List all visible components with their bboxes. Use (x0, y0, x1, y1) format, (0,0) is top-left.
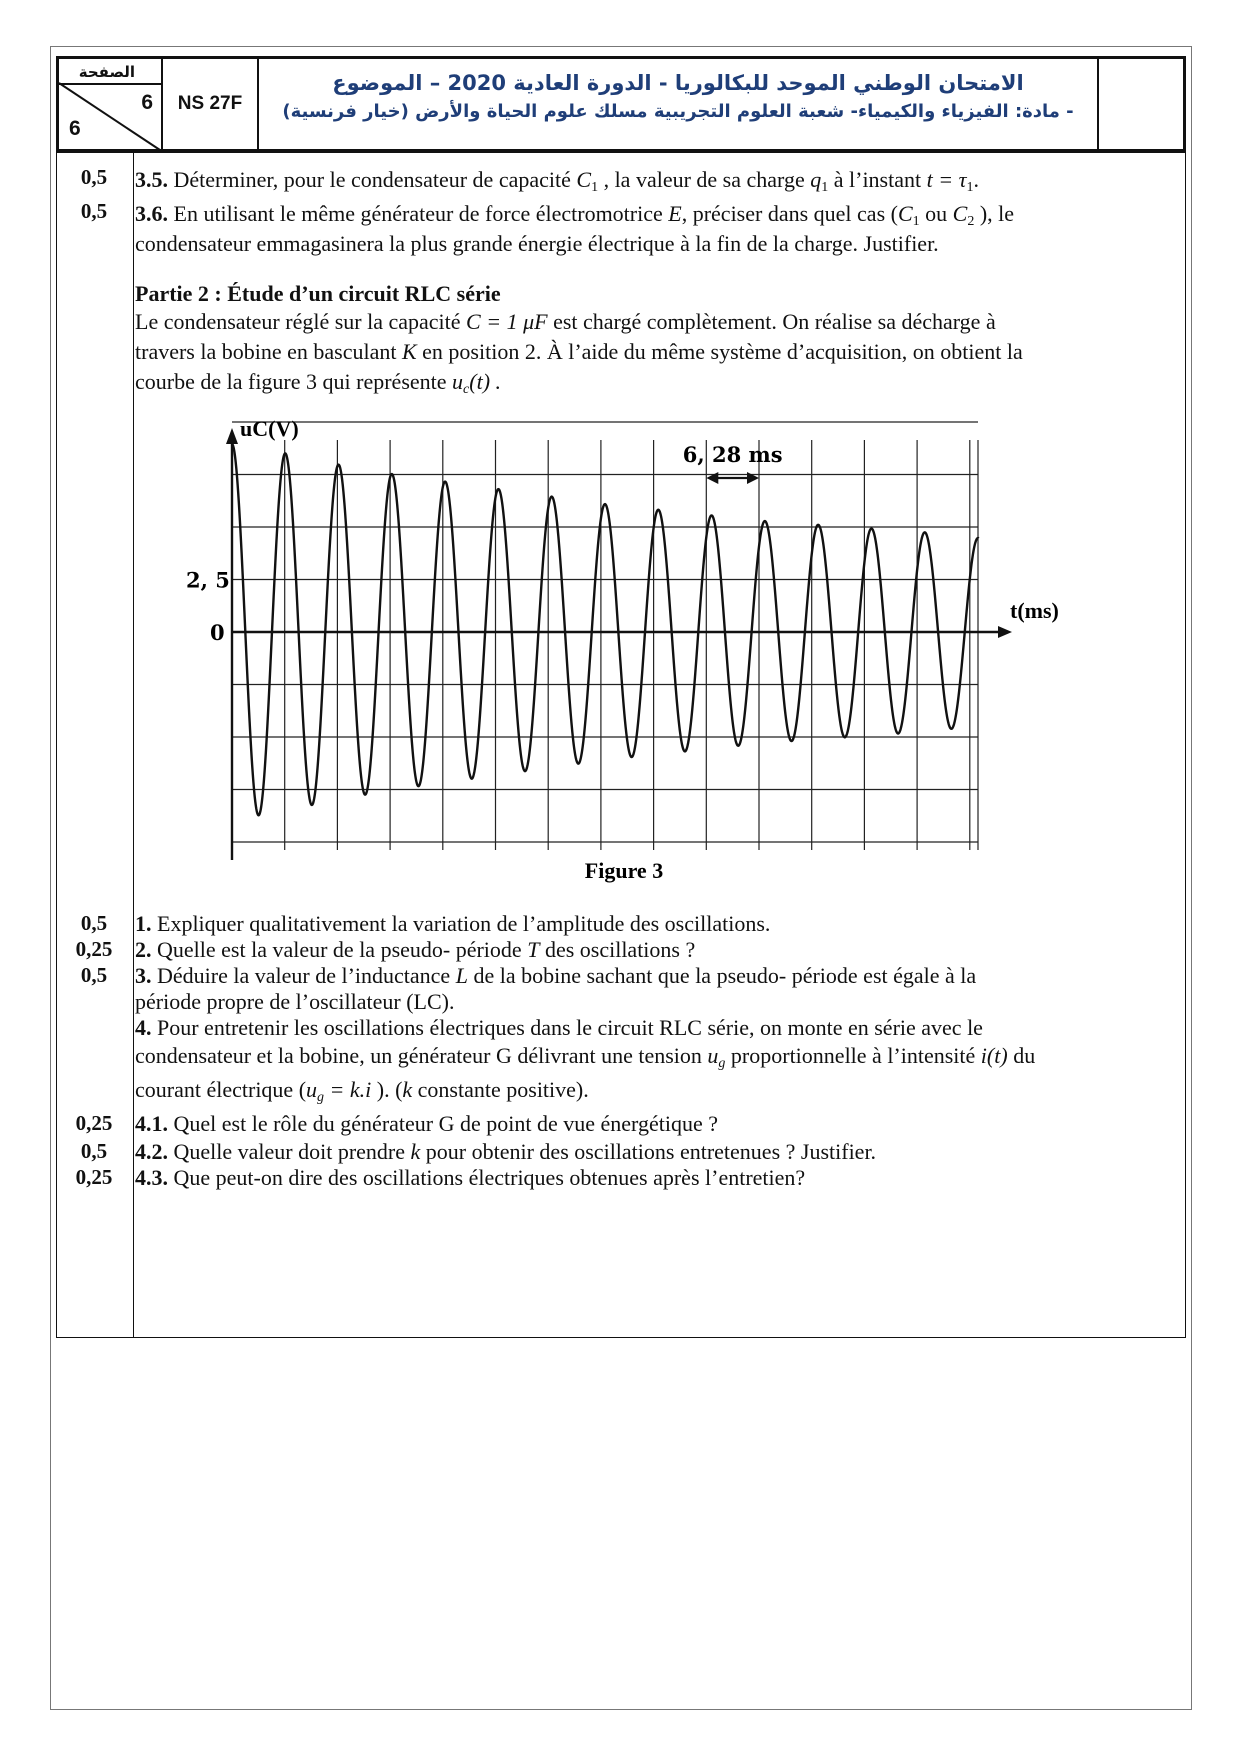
question-3-5 (135, 167, 979, 196)
text: En utilisant le même générateur de force électromotrice (173, 201, 663, 226)
text: constante positive). (417, 1077, 589, 1102)
question-4-1 (135, 1111, 718, 1137)
part-title: Partie 2 : Étude d’un circuit RLC série (135, 281, 501, 306)
question-number: 3.5. (135, 167, 168, 192)
diagonal-divider (59, 59, 163, 152)
text: Déduire la valeur de l’inductance (157, 963, 451, 988)
question-4-line-2 (135, 1043, 1035, 1072)
subscript: 1 (591, 180, 599, 195)
symbol-T: T (527, 937, 540, 962)
equation: = k.i (329, 1077, 372, 1102)
question-3-6-line-2: condensateur emmagasinera la plus grande énergie électrique à la fin de la charge. Justifier. (135, 231, 939, 256)
part-2-line-2 (135, 339, 1023, 365)
part-2-title (135, 281, 501, 307)
period-arrow-head-left (706, 472, 718, 484)
page-number: 6 (141, 91, 153, 114)
text: travers la bobine en basculant (135, 339, 397, 364)
chart-labels (186, 416, 1059, 883)
text: des oscillations ? (544, 937, 696, 962)
symbol-C: C (576, 167, 592, 192)
text: Le condensateur réglé sur la capacité (135, 309, 461, 334)
symbol-E: E (668, 201, 682, 226)
y-axis-arrow (226, 428, 238, 444)
text: Expliquer qualitativement la variation de l’amplitude des oscillations. (157, 911, 771, 936)
subscript: 1 (821, 180, 829, 195)
text: condensateur et la bobine, un générateur G délivrant une tension (135, 1043, 702, 1068)
points-q43: 0,25 (75, 1165, 113, 1189)
points-q1: 0,5 (80, 911, 108, 935)
text: Que peut-on dire des oscillations électriques obtenues après l’entretien? (173, 1165, 806, 1190)
exam-code: NS 27F (163, 59, 259, 149)
part-2-line-1 (135, 309, 996, 335)
symbol-u: u (452, 369, 464, 394)
question-number: 2. (135, 937, 152, 962)
question-number: 1. (135, 911, 152, 936)
question-3-6 (135, 201, 1014, 230)
question-number: 4. (135, 1015, 152, 1040)
text: Déterminer, pour le condensateur de capacité (173, 167, 571, 192)
uc-curve (232, 444, 979, 815)
text: , préciser dans quel cas ( (681, 201, 898, 226)
subscript: g (718, 1056, 726, 1071)
title-line-1: الامتحان الوطني الموحد للبكالوريا - الدورة العادية 2020 – الموضوع (332, 71, 1024, 95)
capacitance: C = 1 μF (466, 309, 548, 334)
text: , la valeur de sa charge (603, 167, 805, 192)
x-axis-label: t(ms) (1010, 598, 1059, 623)
symbol-C: C (897, 201, 913, 226)
points-column-divider (133, 153, 134, 1337)
symbol-L: L (455, 963, 468, 988)
text: à l’instant (833, 167, 922, 192)
question-3-line-2: période propre de l’oscillateur (LC). (135, 989, 455, 1014)
points-q2: 0,25 (75, 937, 113, 961)
question-number: 3. (135, 963, 152, 988)
text: est chargé complètement. On réalise sa décharge à (553, 309, 996, 334)
text: Quelle est la valeur de la pseudo- période (157, 937, 522, 962)
question-number: 4.2. (135, 1139, 168, 1164)
symbol-K: K (401, 339, 417, 364)
question-number: 3.6. (135, 201, 168, 226)
text: ou (925, 201, 948, 226)
total-pages: 6 (69, 117, 81, 140)
text: courbe de la figure 3 qui représente (135, 369, 447, 394)
exam-header (56, 56, 1186, 152)
blank-cell (1099, 59, 1183, 149)
page-number-cell (59, 59, 163, 149)
points-q3: 0,5 (80, 963, 108, 987)
subscript: c (463, 382, 470, 397)
subscript: g (317, 1090, 325, 1105)
symbol-i: i(t) (980, 1043, 1008, 1068)
text: en position 2. À l’aide du même système d’acquisition, on obtient la (422, 339, 1023, 364)
y-axis-label: uC(V) (240, 416, 299, 441)
text: . (973, 167, 979, 192)
text: Quel est le rôle du générateur G de point de vue énergétique ? (173, 1111, 718, 1136)
text: proportionnelle à l’intensité (730, 1043, 976, 1068)
exam-title (259, 59, 1099, 149)
subscript: 2 (967, 214, 975, 229)
question-4-line-3 (135, 1077, 589, 1106)
subscript: 1 (912, 214, 920, 229)
symbol-k: k (410, 1139, 421, 1164)
zero-label: 0 (210, 620, 225, 645)
period-arrow-head-right (747, 472, 759, 484)
symbol-q: q (810, 167, 822, 192)
text: (t) . (469, 369, 502, 394)
question-number: 4.3. (135, 1165, 168, 1190)
subscript: 1 (966, 180, 974, 195)
points-q41: 0,25 (75, 1111, 113, 1135)
symbol-C: C (952, 201, 968, 226)
symbol-u: u (306, 1077, 318, 1102)
question-number: 4.1. (135, 1111, 168, 1136)
symbol-k: k (402, 1077, 413, 1102)
symbol-u: u (707, 1043, 719, 1068)
equation-t: t = τ (926, 167, 967, 192)
question-4-3 (135, 1165, 805, 1191)
figure-3-chart (186, 416, 1180, 990)
x-axis-arrow (998, 626, 1012, 638)
question-4-2 (135, 1139, 876, 1165)
points-q42: 0,5 (80, 1139, 108, 1163)
figure-caption: Figure 3 (584, 858, 664, 883)
page-label: الصفحة (78, 63, 135, 81)
points-q35: 0,5 (80, 165, 108, 189)
question-4 (135, 1015, 983, 1041)
text: courant électrique ( (135, 1077, 307, 1102)
text: de la bobine sachant que la pseudo- période est égale à la (473, 963, 977, 988)
period-annotation: 6, 28 ms (682, 442, 783, 467)
y-tick-label: 2, 5 (186, 567, 230, 593)
text: pour obtenir des oscillations entretenues ? Justifier. (425, 1139, 877, 1164)
text: ), le (979, 201, 1015, 226)
text: Quelle valeur doit prendre (173, 1139, 406, 1164)
text: du (1013, 1043, 1036, 1068)
part-2-line-3 (135, 369, 501, 398)
text: Pour entretenir les oscillations électriques dans le circuit RLC série, on monte en série avec le (157, 1015, 983, 1040)
title-line-2: - مادة: الفيزياء والكيمياء- شعبة العلوم التجريبية مسلك علوم الحياة والأرض (خيار فرنسية) (282, 101, 1074, 122)
points-q36: 0,5 (80, 199, 108, 223)
text: ). ( (376, 1077, 403, 1102)
